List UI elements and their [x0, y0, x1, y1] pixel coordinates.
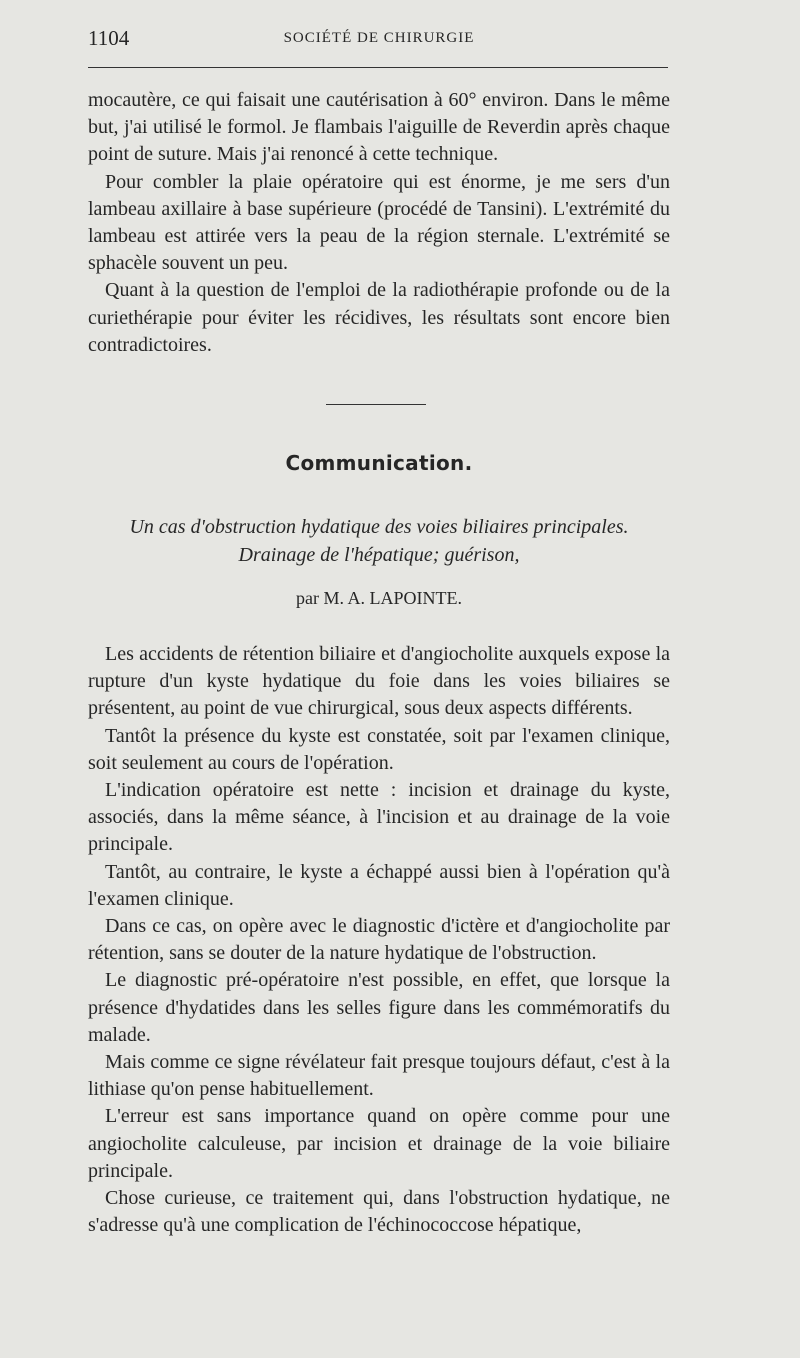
- paragraph: Tantôt, au contraire, le kyste a échappé aussi bien à l'opération qu'à l'examen clinique.: [88, 860, 670, 910]
- continuation-text: [88, 87, 670, 359]
- paragraph: Mais comme ce signe révélateur fait presque toujours défaut, c'est à la lithiase qu'on pense habituellement.: [88, 1051, 670, 1101]
- article-body: [88, 641, 670, 1239]
- page-header: [88, 26, 670, 54]
- article-title-line: Un cas d'obstruction hydatique des voies biliaires principales.: [129, 516, 629, 538]
- page-number: 1104: [88, 26, 130, 50]
- paragraph: L'erreur est sans importance quand on opère comme pour une angiocholite calculeuse, par incision et drainage de la voie biliaire principale.: [88, 1105, 670, 1182]
- section-title: Communication.: [285, 451, 473, 475]
- header-rule: [88, 67, 668, 68]
- paragraph: Les accidents de rétention biliaire et d'angiocholite auxquels expose la rupture d'un kyste hydatique du foie dans les voies biliaires se présentent, au point de vue chirurgical, sous deux aspects différents.: [88, 643, 670, 720]
- article-title-line: Drainage de l'hépatique; guérison,: [238, 544, 520, 566]
- paragraph: L'indication opératoire est nette : incision et drainage du kyste, associés, dans la même séance, à l'incision et au drainage de la voie principale.: [88, 779, 670, 856]
- paragraph: Chose curieuse, ce traitement qui, dans l'obstruction hydatique, ne s'adresse qu'à une complication de l'échinococcose hépatique,: [88, 1187, 670, 1237]
- section-separator: [326, 404, 426, 405]
- running-head: SOCIÉTÉ DE CHIRURGIE: [283, 30, 475, 46]
- paragraph: Tantôt la présence du kyste est constatée, soit par l'examen clinique, soit seulement au cours de l'opération.: [88, 724, 670, 774]
- author-byline: par M. A. LAPOINTE.: [296, 588, 462, 608]
- paragraph: Quant à la question de l'emploi de la radiothérapie profonde ou de la curiethérapie pour éviter les récidives, les résultats sont encore bien contradictoires.: [88, 279, 670, 356]
- article-title: [88, 513, 670, 569]
- paragraph: Pour combler la plaie opératoire qui est énorme, je me sers d'un lambeau axillaire à base supérieure (procédé de Tansini). L'extrémité du lambeau est attirée vers la peau de la région sternale. L'extrémité se sphacèle souvent un peu.: [88, 170, 670, 275]
- paragraph: Dans ce cas, on opère avec le diagnostic d'ictère et d'angiocholite par rétention, sans se douter de la nature hydatique de l'obstruction.: [88, 915, 670, 965]
- paragraph: Le diagnostic pré-opératoire n'est possible, en effet, que lorsque la présence d'hydatides dans les selles figure dans les commémoratifs du malade.: [88, 969, 670, 1046]
- paragraph: mocautère, ce qui faisait une cautérisation à 60° environ. Dans le même but, j'ai utilisé le formol. Je flambais l'aiguille de Reverdin après chaque point de suture. Mais j'ai renoncé à cette technique.: [88, 89, 670, 166]
